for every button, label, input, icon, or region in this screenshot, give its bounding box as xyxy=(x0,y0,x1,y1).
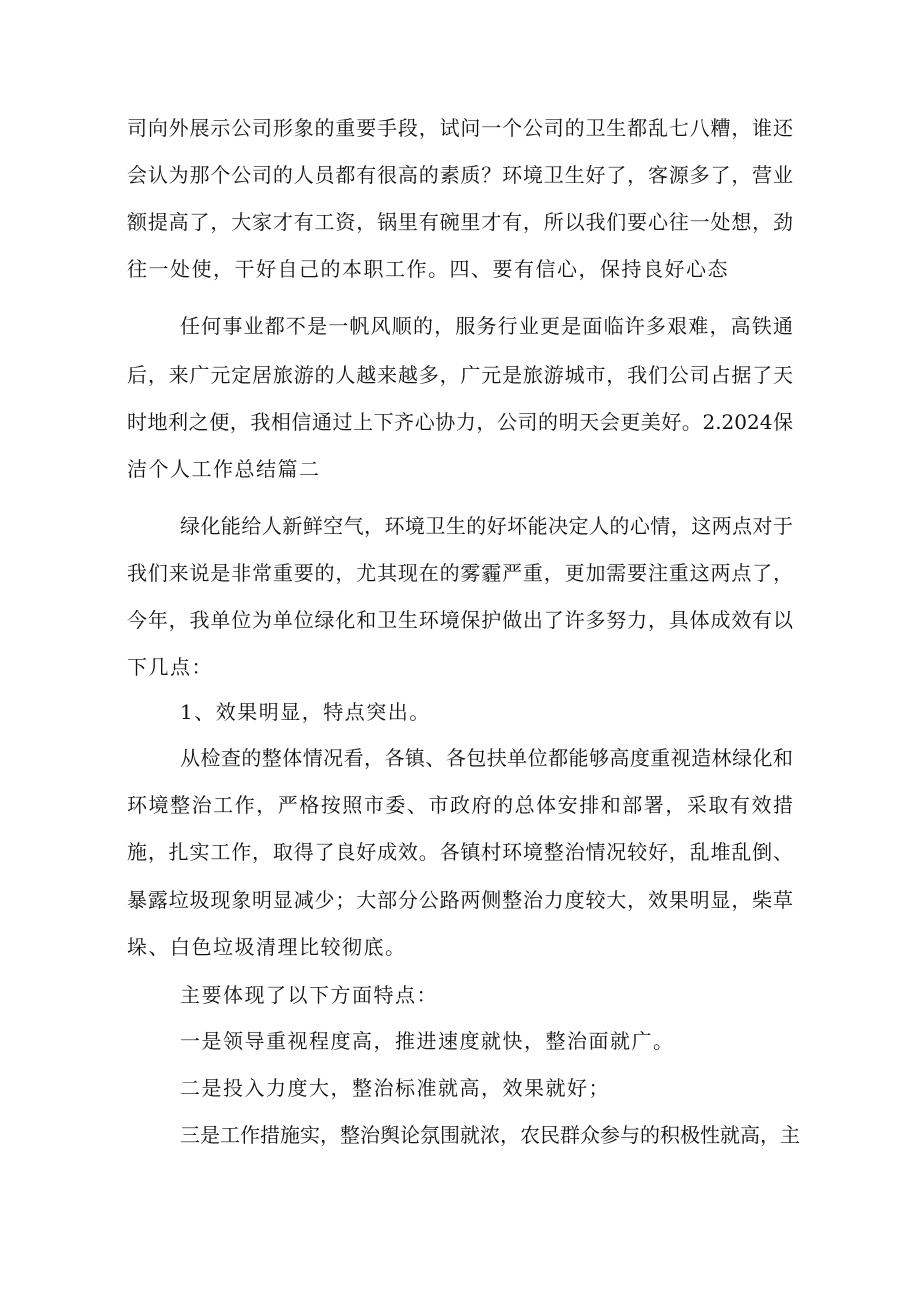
text-line: 施，扎实工作，取得了良好成效。各镇村环境整治情况较好，乱堆乱倒、 xyxy=(127,840,793,864)
text-line: 额提高了，大家才有工资，锅里有碗里才有，所以我们要心往一处想，劲 xyxy=(127,210,793,234)
paragraph-start: 从检查的整体情况看，各镇、各包扶单位都能够高度重视造林绿化和 xyxy=(180,746,793,770)
list-item: 二是投入力度大，整治标准就高，效果就好； xyxy=(180,1076,610,1100)
text-line: 后，来广元定居旅游的人越来越多，广元是旅游城市，我们公司占据了天 xyxy=(127,363,793,387)
text-line: 暴露垃圾现象明显减少；大部分公路两侧整治力度较大，效果明显，柴草 xyxy=(127,888,793,912)
list-item: 三是工作措施实，整治舆论氛围就浓，农民群众参与的积极性就高，主 xyxy=(180,1123,800,1147)
text-line: 司向外展示公司形象的重要手段，试问一个公司的卫生都乱七八糟，谁还 xyxy=(127,116,793,140)
text-line: 下几点： xyxy=(127,655,213,679)
text-line: 环境整治工作，严格按照市委、市政府的总体安排和部署，采取有效措 xyxy=(127,793,793,817)
paragraph-start: 主要体现了以下方面特点： xyxy=(180,983,438,1007)
section-heading: 1、效果明显，特点突出。 xyxy=(180,700,431,724)
paragraph-start: 绿化能给人新鲜空气，环境卫生的好坏能决定人的心情，这两点对于 xyxy=(180,514,793,538)
paragraph-start: 任何事业都不是一帆风顺的，服务行业更是面临许多艰难，高铁通 xyxy=(180,314,793,338)
text-line: 我们来说是非常重要的，尤其现在的雾霾严重，更加需要注重这两点了， xyxy=(127,561,793,585)
text-line: 往一处使，干好自己的本职工作。四、要有信心，保持良好心态 xyxy=(127,257,729,281)
text-line: 今年，我单位为单位绿化和卫生环境保护做出了许多努力，具体成效有以 xyxy=(127,608,793,632)
text-line: 洁个人工作总结篇二 xyxy=(127,457,321,481)
text-line: 会认为那个公司的人员都有很高的素质？环境卫生好了，客源多了，营业 xyxy=(127,163,793,187)
text-line: 时地利之便，我相信通过上下齐心协力，公司的明天会更美好。2.2024保 xyxy=(127,410,793,434)
text-line: 垛、白色垃圾清理比较彻底。 xyxy=(127,935,407,959)
list-item: 一是领导重视程度高，推进速度就快，整治面就广。 xyxy=(180,1029,675,1053)
